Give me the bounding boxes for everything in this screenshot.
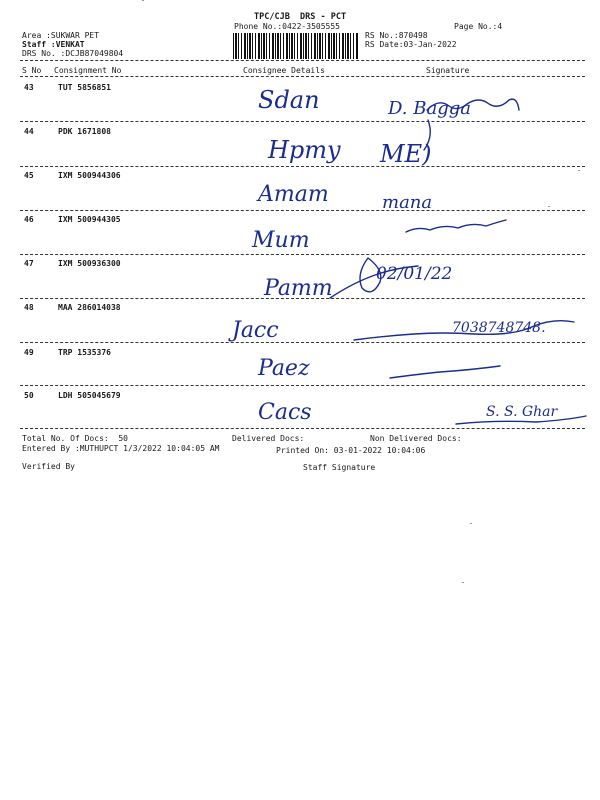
signature-stroke <box>360 258 381 292</box>
rs-number: RS No.:870498 <box>365 31 428 40</box>
signature-mark: 7038748748. <box>452 320 546 336</box>
consignee-signature: Pamm <box>264 276 333 301</box>
non-delivered-docs: Non Delivered Docs: <box>370 434 462 443</box>
drs-number: DRS No. :DCJB87049804 <box>22 49 124 58</box>
column-consignee: Consignee Details <box>243 66 325 75</box>
consignee-signature: Hpmy <box>268 136 341 164</box>
signature-stroke <box>406 220 506 232</box>
row-consignment: PDK 1671808 <box>58 127 111 136</box>
phone-number: Phone No.:0422-3505555 <box>234 22 340 31</box>
consignee-signature: Jacc <box>232 318 279 343</box>
delivered-docs: Delivered Docs: <box>232 434 305 443</box>
row-consignment: TUT 5856851 <box>58 83 111 92</box>
row-sno: 49 <box>24 348 34 357</box>
row-sno: 48 <box>24 303 34 312</box>
consignee-signature: Cacs <box>258 400 312 425</box>
signature-mark: 02/01/22 <box>376 264 453 284</box>
signature-mark: mana <box>382 192 433 213</box>
row-consignment: IXM 500936300 <box>58 259 121 268</box>
scan-speck <box>462 582 464 583</box>
column-sno: S No <box>22 66 42 75</box>
rs-date: RS Date:03-Jan-2022 <box>365 40 457 49</box>
signature-stroke <box>330 266 418 298</box>
column-consignment: Consignment No <box>54 66 122 75</box>
signature-stroke <box>456 416 586 424</box>
row-sno: 45 <box>24 171 34 180</box>
scan-speck <box>578 170 580 171</box>
row-consignment: IXM 500944305 <box>58 215 121 224</box>
row-consignment: MAA 286014038 <box>58 303 121 312</box>
consignee-signature: Paez <box>258 356 310 381</box>
scan-speck <box>548 206 550 207</box>
entered-by: Entered By :MUTHUPCT 1/3/2022 10:04:05 AM <box>22 444 220 453</box>
signature-stroke <box>427 99 519 110</box>
signature-stroke <box>390 366 500 378</box>
scan-speck <box>470 523 472 524</box>
row-sno: 46 <box>24 215 34 224</box>
staff-label: Staff :VENKAT <box>22 40 85 49</box>
column-signature: Signature <box>426 66 470 75</box>
printed-on: Printed On: 03-01-2022 10:04:06 <box>276 446 426 455</box>
signature-mark: D. Bagga <box>388 98 471 119</box>
row-sno: 47 <box>24 259 34 268</box>
row-sno: 44 <box>24 127 34 136</box>
area-label: Area :SUKWAR PET <box>22 31 100 40</box>
consignee-signature: Amam <box>258 182 329 207</box>
scan-speck <box>142 0 144 1</box>
signature-mark: ME) <box>380 140 432 168</box>
row-consignment: LDH 505045679 <box>58 391 121 400</box>
consignee-signature: Sdan <box>258 86 320 114</box>
page-number: Page No.:4 <box>454 22 503 31</box>
staff-signature: Staff Signature <box>303 463 376 472</box>
row-sno: 43 <box>24 83 34 92</box>
total-docs: Total No. Of Docs: 50 <box>22 434 128 443</box>
row-sno: 50 <box>24 391 34 400</box>
signature-stroke <box>424 120 430 150</box>
signature-stroke <box>354 321 574 340</box>
row-consignment: IXM 500944306 <box>58 171 121 180</box>
signature-mark: S. S. Ghar <box>486 404 558 420</box>
row-consignment: TRP 1535376 <box>58 348 111 357</box>
consignee-signature: Mum <box>252 228 310 253</box>
document-title: TPC/CJB DRS - PCT <box>254 12 347 22</box>
verified-by: Verified By <box>22 462 75 471</box>
